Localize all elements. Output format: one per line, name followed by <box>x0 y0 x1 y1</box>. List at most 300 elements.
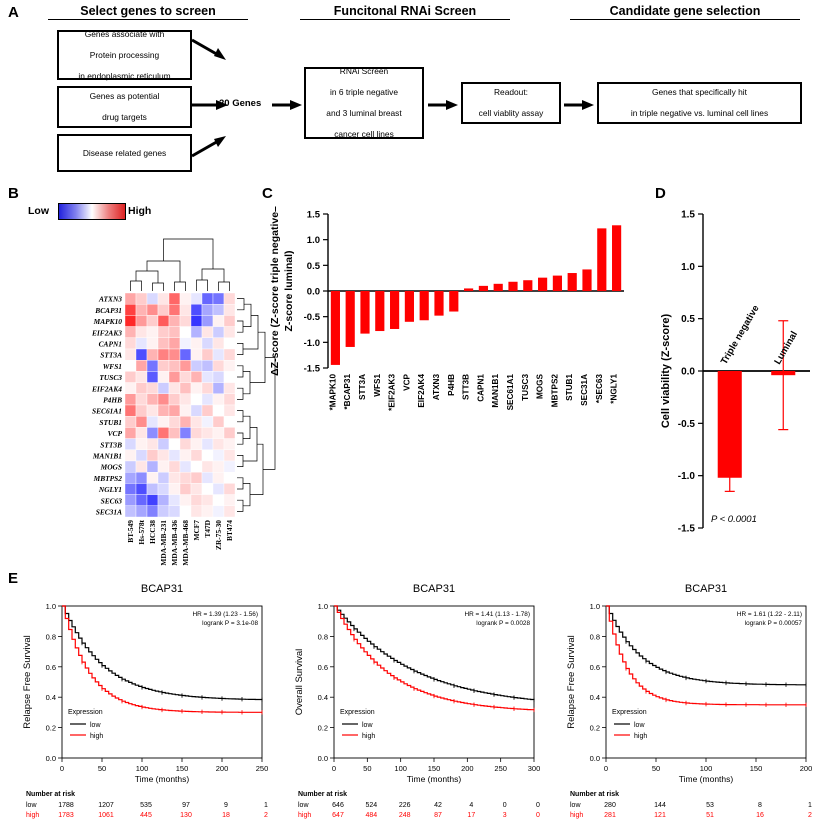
heatmap-cell <box>158 360 169 371</box>
heatmap-cell <box>191 360 202 371</box>
km-ylabel: Relapse Free Survival <box>566 635 577 729</box>
heatmap-cell <box>202 439 213 450</box>
km-risk-value: 144 <box>654 802 666 809</box>
heatmap-cell <box>169 416 180 427</box>
heatmap-cell <box>136 405 147 416</box>
panel-a-header-2: Funcitonal RNAi Screen <box>300 4 510 20</box>
km-risk-value: 0 <box>536 802 540 809</box>
arrow-to-selection <box>564 97 596 113</box>
heatmap-cell <box>147 506 158 517</box>
heatmap-cell <box>213 495 224 506</box>
heatmap-cell <box>147 483 158 494</box>
heatmap-cell <box>125 506 136 517</box>
panel-d-category-label: Triple negative <box>718 303 762 367</box>
heatmap-cell <box>147 427 158 438</box>
km-stat-hr: HR = 1.41 (1.13 - 1.78) <box>464 611 530 618</box>
km-xtick: 50 <box>651 764 661 773</box>
km-risk-value: 524 <box>365 802 378 809</box>
heatmap-cell <box>202 483 213 494</box>
panel-a-box-drug-targets: Genes as potential drug targets <box>57 86 192 128</box>
heatmap-cell <box>213 416 224 427</box>
heatmap-cell <box>213 394 224 405</box>
heatmap-cell <box>158 315 169 326</box>
heatmap-gene-label: WFS1 <box>102 361 122 371</box>
heatmap-cell <box>224 405 235 416</box>
panel-c-category-label: STT3B <box>461 374 471 400</box>
heatmap-cell <box>224 427 235 438</box>
km-xtick: 200 <box>461 764 474 773</box>
heatmap-cell <box>213 506 224 517</box>
heatmap-gene-label: BCAP31 <box>95 305 122 315</box>
heatmap-cell <box>224 483 235 494</box>
heatmap-cell <box>147 461 158 472</box>
heatmap-cell <box>180 315 191 326</box>
km-xtick: 150 <box>749 764 763 773</box>
heatmap-cell <box>202 315 213 326</box>
heatmap-cell <box>158 495 169 506</box>
km-title: BCAP31 <box>412 583 456 595</box>
panel-c-bar <box>390 291 399 329</box>
panel-c-bar <box>568 273 577 291</box>
heatmap-gene-label: SEC61A1 <box>92 406 122 416</box>
column-dendrogram <box>131 239 230 291</box>
panel-d-category-label: Luminal <box>772 329 801 367</box>
km-svg <box>290 580 542 830</box>
heatmap-cell <box>213 439 224 450</box>
heatmap-gene-label: EIF2AK4 <box>92 384 122 394</box>
heatmap-cell <box>125 338 136 349</box>
km-risk-value: 87 <box>434 812 442 819</box>
heatmap-cell <box>180 427 191 438</box>
heatmap-cell <box>213 304 224 315</box>
km-stat-logrank: logrank P = 0.0028 <box>476 620 530 627</box>
heatmap-cellline-label: MDA-MB-231 <box>158 520 168 566</box>
heatmap-cell <box>180 304 191 315</box>
heatmap-cell <box>147 327 158 338</box>
km-ytick: 0.8 <box>45 632 56 642</box>
heatmap-cell <box>180 506 191 517</box>
heatmap-cell <box>180 405 191 416</box>
arrow-to-readout <box>428 97 460 113</box>
km-risk-value: 51 <box>706 812 714 819</box>
km-risk-value: 121 <box>654 812 666 819</box>
heatmap-cell <box>158 349 169 360</box>
heatmap-cell <box>213 405 224 416</box>
panel-c-category-label: *NGLY1 <box>609 374 619 404</box>
heatmap-cell <box>213 349 224 360</box>
heatmap-cell <box>191 450 202 461</box>
heatmap-gene-label: P4HB <box>103 395 122 405</box>
panel-d-ytick: -1.0 <box>677 471 695 483</box>
heatmap-cell <box>224 383 235 394</box>
panel-d-ytick: 0.5 <box>681 314 695 326</box>
km-risk-value: 0 <box>536 812 540 819</box>
heatmap-cell <box>125 483 136 494</box>
km-xtick: 0 <box>603 764 609 773</box>
heatmap-cell <box>169 483 180 494</box>
heatmap-cell <box>202 394 213 405</box>
panel-d-chart <box>655 198 820 558</box>
heatmap-cell <box>169 304 180 315</box>
heatmap-gene-label: EIF2AK3 <box>92 328 122 338</box>
heatmap-cell <box>224 506 235 517</box>
panel-c-ytick: 0.5 <box>306 260 320 272</box>
panel-c-category-label: STUB1 <box>565 374 575 401</box>
heatmap-cell <box>147 383 158 394</box>
km-svg <box>18 580 270 830</box>
heatmap-cell <box>224 416 235 427</box>
heatmap-cell <box>180 360 191 371</box>
km-xlabel: Time (months) <box>406 774 462 784</box>
heatmap-cell <box>125 450 136 461</box>
heatmap-cell <box>147 405 158 416</box>
heatmap-cell <box>147 394 158 405</box>
heatmap-cell <box>158 439 169 450</box>
km-risk-value: 2 <box>808 812 812 819</box>
heatmap-cell <box>136 293 147 304</box>
heatmap-cell <box>136 349 147 360</box>
heatmap-cell <box>213 472 224 483</box>
km-risk-label: high <box>298 812 312 819</box>
heatmap-cell <box>202 472 213 483</box>
heatmap-gene-label: ATXN3 <box>99 294 122 304</box>
heatmap-cell <box>125 315 136 326</box>
km-risk-value: 1061 <box>98 812 114 819</box>
heatmap-cell <box>125 349 136 360</box>
heatmap-cell <box>169 495 180 506</box>
panel-a-box-genes-er: Genes associate with Protein processing in endoplasmic reticulum <box>57 30 192 80</box>
heatmap-cell <box>224 450 235 461</box>
heatmap-cell <box>169 427 180 438</box>
panel-a-header-1: Select genes to screen <box>48 4 248 20</box>
km-ytick: 0.6 <box>45 662 56 672</box>
heatmap-cell <box>147 338 158 349</box>
heatmap-cell <box>158 405 169 416</box>
panel-c-bar <box>464 288 473 291</box>
km-legend-high: high <box>362 733 376 740</box>
heatmap-cell <box>202 461 213 472</box>
km-risk-value: 130 <box>180 812 192 819</box>
heatmap-cell <box>147 416 158 427</box>
km-risk-title: Number at risk <box>298 791 348 798</box>
panel-d-ylabel: Cell viability (Z-score) <box>660 313 672 429</box>
heatmap-cell <box>191 495 202 506</box>
panel-d-ytick: -1.5 <box>677 523 695 535</box>
heatmap-cell <box>136 461 147 472</box>
heatmap-cellline-label: MCF7 <box>191 520 201 541</box>
heatmap-cell <box>202 506 213 517</box>
heatmap-legend-low: Low <box>28 205 49 217</box>
panel-d-ytick: 1.0 <box>681 261 695 273</box>
panel-c-category-label: MAN1B1 <box>491 374 501 408</box>
heatmap-cell <box>191 304 202 315</box>
panel-c-bar <box>479 286 488 291</box>
panel-c-category-label: TUSC3 <box>520 374 530 401</box>
km-xtick: 300 <box>527 764 541 773</box>
panel-c-bar <box>449 291 458 312</box>
km-risk-value: 535 <box>140 802 152 809</box>
heatmap-cell <box>158 472 169 483</box>
panel-b-heatmap <box>20 225 270 566</box>
heatmap-cell <box>136 394 147 405</box>
panel-c-category-label: EIF2AK4 <box>417 374 427 408</box>
heatmap-cell <box>169 293 180 304</box>
km-ytick: 0.2 <box>317 723 328 733</box>
heatmap-cell <box>125 327 136 338</box>
heatmap-cell <box>213 293 224 304</box>
heatmap-cell <box>224 315 235 326</box>
heatmap-cell <box>125 439 136 450</box>
heatmap-gene-label: STT3B <box>100 440 122 450</box>
panel-c-category-label: WFS1 <box>372 374 382 397</box>
km-ytick: 0.0 <box>45 754 56 763</box>
heatmap-cell <box>147 439 158 450</box>
panel-d-svg <box>655 198 820 558</box>
km-risk-value: 2 <box>264 812 268 819</box>
heatmap-cell <box>147 293 158 304</box>
heatmap-cell <box>169 371 180 382</box>
heatmap-cell <box>158 383 169 394</box>
km-xtick: 0 <box>331 764 337 773</box>
km-ytick: 0.2 <box>589 723 600 733</box>
panel-letter-e: E <box>8 570 19 587</box>
heatmap-cell <box>125 383 136 394</box>
panel-c-category-label: *BCAP31 <box>343 374 353 410</box>
heatmap-cell <box>202 338 213 349</box>
heatmap-cell <box>136 338 147 349</box>
panel-letter-a: A <box>8 4 19 21</box>
km-risk-value: 17 <box>467 812 476 819</box>
heatmap-cellline-label: T47D <box>202 520 212 538</box>
km-risk-label: low <box>26 802 37 809</box>
heatmap-cell <box>169 338 180 349</box>
km-risk-title: Number at risk <box>570 791 620 798</box>
heatmap-cell <box>224 293 235 304</box>
panel-c-ylabel-line1: ΔZ-score (Z-score triple negative– <box>269 206 281 376</box>
heatmap-cell <box>202 495 213 506</box>
panel-a-box-disease-genes: Disease related genes <box>57 134 192 172</box>
heatmap-cell <box>158 416 169 427</box>
km-risk-value: 16 <box>756 812 764 819</box>
km-legend-low: low <box>362 722 373 729</box>
panel-c-category-label: ATXN3 <box>432 374 441 401</box>
heatmap-cell <box>125 427 136 438</box>
heatmap-cell <box>125 416 136 427</box>
panel-letter-c: C <box>262 185 273 202</box>
km-risk-label: high <box>570 812 584 819</box>
km-title: BCAP31 <box>140 583 184 595</box>
heatmap-cell <box>213 450 224 461</box>
km-stat-logrank: logrank P = 0.00057 <box>744 620 802 627</box>
heatmap-cell <box>136 495 147 506</box>
heatmap-cell <box>169 450 180 461</box>
heatmap-cell <box>191 439 202 450</box>
heatmap-cell <box>169 315 180 326</box>
km-risk-value: 53 <box>706 802 714 809</box>
heatmap-cell <box>213 371 224 382</box>
km-risk-value: 226 <box>398 802 411 809</box>
km-risk-label: low <box>570 802 581 809</box>
km-ytick: 0.8 <box>589 632 600 642</box>
heatmap-cellline-label: BT-549 <box>125 520 135 543</box>
km-ytick: 0.0 <box>589 754 600 763</box>
panel-c-ytick: 0.0 <box>306 286 320 298</box>
km-xtick: 50 <box>97 764 107 773</box>
panel-c-bar <box>494 284 503 291</box>
panel-c-category-label: MOGS <box>535 374 545 400</box>
arrow-box3 <box>190 134 230 160</box>
heatmap-svg <box>20 225 270 566</box>
km-risk-value: 3 <box>502 812 507 819</box>
km-legend-high: high <box>634 733 648 740</box>
km-risk-value: 647 <box>332 812 344 819</box>
heatmap-cell <box>202 360 213 371</box>
km-xtick: 100 <box>394 764 407 773</box>
heatmap-gene-label: MAPK10 <box>93 317 122 327</box>
panel-c-bar <box>553 276 562 291</box>
heatmap-cell <box>169 439 180 450</box>
km-ytick: 0.6 <box>317 662 328 672</box>
heatmap-cell <box>180 483 191 494</box>
km-ytick: 0.4 <box>317 693 328 703</box>
heatmap-cell <box>147 360 158 371</box>
km-plot <box>562 580 814 830</box>
panel-c-bar <box>612 225 621 291</box>
heatmap-cellline-label: MDA-MB-436 <box>169 520 179 566</box>
heatmap-cellline-label: Hs-578t <box>136 520 146 545</box>
panel-c-bar <box>582 269 591 291</box>
heatmap-cell <box>224 327 235 338</box>
km-risk-value: 42 <box>434 802 442 809</box>
heatmap-cell <box>158 371 169 382</box>
km-xtick: 200 <box>215 764 229 773</box>
heatmap-cell <box>125 360 136 371</box>
panel-a-box-rnai-screen: RNAi Screen in 6 triple negative and 3 luminal breast cancer cell lines <box>304 67 424 139</box>
heatmap-cell <box>213 483 224 494</box>
heatmap-cell <box>158 450 169 461</box>
km-stat-hr: HR = 1.61 (1.22 - 2.11) <box>736 611 802 618</box>
panel-d-bar <box>718 371 742 478</box>
heatmap-cell <box>224 439 235 450</box>
heatmap-cell <box>202 304 213 315</box>
heatmap-cell <box>180 327 191 338</box>
heatmap-colorbar <box>58 203 126 220</box>
panel-c-category-label: MBTPS2 <box>550 374 560 408</box>
heatmap-cell <box>180 293 191 304</box>
km-risk-value: 4 <box>469 802 474 809</box>
heatmap-gene-label: MOGS <box>100 462 122 472</box>
panel-c-bar <box>405 291 414 322</box>
panel-a-box-readout: Readout: cell viablity assay <box>461 82 561 124</box>
panel-c-category-label: VCP <box>402 374 412 391</box>
heatmap-gene-label: NGLY1 <box>98 485 122 495</box>
heatmap-cell <box>147 371 158 382</box>
heatmap-cell <box>158 327 169 338</box>
heatmap-cell <box>224 360 235 371</box>
km-legend-title: Expression <box>68 709 103 716</box>
heatmap-cell <box>224 495 235 506</box>
heatmap-cell <box>158 394 169 405</box>
km-xlabel: Time (months) <box>134 774 190 784</box>
heatmap-cell <box>125 394 136 405</box>
km-xtick: 200 <box>799 764 813 773</box>
heatmap-cell <box>136 315 147 326</box>
heatmap-cell <box>180 371 191 382</box>
km-xlabel: Time (months) <box>678 774 734 784</box>
km-legend-title: Expression <box>340 709 375 716</box>
km-ytick: 0.6 <box>589 662 600 672</box>
km-risk-value: 1788 <box>58 802 74 809</box>
km-ytick: 1.0 <box>317 602 328 611</box>
heatmap-cell <box>158 483 169 494</box>
km-risk-value: 1783 <box>58 812 74 819</box>
km-risk-label: low <box>298 802 309 809</box>
heatmap-cell <box>213 427 224 438</box>
panel-c-category-label: *SEC63 <box>594 374 604 404</box>
heatmap-cell <box>202 405 213 416</box>
panel-d-ytick: 1.5 <box>681 209 695 221</box>
panel-c-category-label: *EIF2AK3 <box>387 374 397 411</box>
km-xtick: 50 <box>363 764 372 773</box>
heatmap-cellline-label: HCC38 <box>147 520 157 544</box>
heatmap-cell <box>169 461 180 472</box>
heatmap-cell <box>202 349 213 360</box>
km-ytick: 0.2 <box>45 723 56 733</box>
panel-a-box-candidate: Genes that specifically hit in triple negative vs. luminal cell lines <box>597 82 802 124</box>
panel-c-bar <box>434 291 443 316</box>
km-xtick: 100 <box>699 764 713 773</box>
heatmap-cell <box>191 483 202 494</box>
panel-c-category-label: SEC31A <box>580 374 589 406</box>
heatmap-cell <box>180 394 191 405</box>
heatmap-cell <box>191 506 202 517</box>
panel-c-ytick: 1.0 <box>306 235 320 247</box>
heatmap-gene-label: STT3A <box>100 350 122 360</box>
heatmap-cell <box>136 439 147 450</box>
heatmap-cell <box>169 506 180 517</box>
heatmap-cell <box>224 371 235 382</box>
panel-c-ytick: -1.0 <box>303 337 320 349</box>
heatmap-cell <box>158 293 169 304</box>
km-risk-value: 0 <box>502 802 507 809</box>
heatmap-cell <box>180 472 191 483</box>
heatmap-cell <box>147 450 158 461</box>
heatmap-cell <box>202 427 213 438</box>
panel-a-header-3: Candidate gene selection <box>570 4 800 20</box>
heatmap-cell <box>191 371 202 382</box>
heatmap-cell <box>169 405 180 416</box>
heatmap-cell <box>136 304 147 315</box>
panel-c-category-label: SEC61A1 <box>506 374 515 411</box>
heatmap-cell <box>191 327 202 338</box>
panel-d-pvalue: P < 0.0001 <box>711 514 757 525</box>
heatmap-cell <box>169 394 180 405</box>
km-xtick: 150 <box>427 764 441 773</box>
heatmap-cell <box>136 416 147 427</box>
heatmap-cell <box>136 371 147 382</box>
heatmap-cell <box>136 383 147 394</box>
heatmap-cell <box>202 371 213 382</box>
km-stat-hr: HR = 1.39 (1.23 - 1.56) <box>192 611 258 618</box>
heatmap-cell <box>136 450 147 461</box>
heatmap-cell <box>202 383 213 394</box>
panel-c-bar <box>375 291 384 331</box>
heatmap-cell <box>147 304 158 315</box>
heatmap-cell <box>202 327 213 338</box>
panel-c-bar <box>346 291 355 347</box>
panel-letter-b: B <box>8 185 19 202</box>
panel-c-ylabel-line2: Z-score luminal) <box>283 250 295 332</box>
